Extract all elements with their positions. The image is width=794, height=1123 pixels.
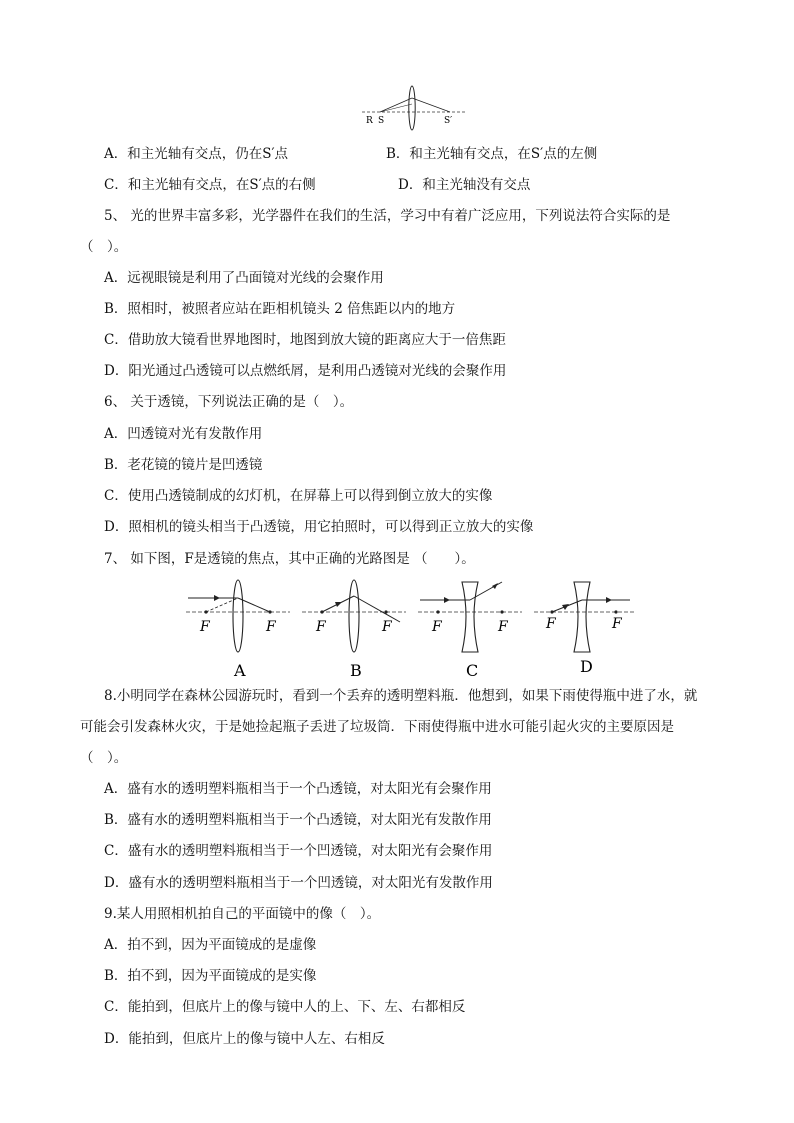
q9-option-c[interactable]: C．能拍到，但底片上的像与镜中人的上、下、左、右都相反 bbox=[104, 999, 466, 1015]
q5-option-b[interactable]: B．照相时，被照者应站在距相机镜头 2 倍焦距以内的地方 bbox=[104, 301, 456, 317]
q4-option-d[interactable]: D．和主光轴没有交点 bbox=[398, 177, 531, 193]
q6-option-a[interactable]: A．凹透镜对光有发散作用 bbox=[104, 426, 263, 442]
q9-stem: 9.某人用照相机拍自己的平面镜中的像（ ）。 bbox=[104, 906, 381, 922]
q8-stem-line2: 可能会引发森林火灾，于是她捡起瓶子丢进了垃圾筒．下雨使得瓶中进水可能引起火灾的主要原因是 bbox=[80, 719, 674, 735]
q8-option-b[interactable]: B．盛有水的透明塑料瓶相当于一个凸透镜，对太阳光有发散作用 bbox=[104, 812, 492, 828]
q8-stem-line1: 8.小明同学在森林公园游玩时，看到一个丢弃的透明塑料瓶．他想到，如果下雨使得瓶中进了水，就 bbox=[104, 688, 698, 704]
q6-stem: 6、 关于透镜，下列说法正确的是（ ）。 bbox=[104, 394, 354, 410]
q5-option-d[interactable]: D．阳光通过凸透镜可以点燃纸屑，是利用凸透镜对光线的会聚作用 bbox=[104, 363, 507, 379]
q7-d-focus-left: F bbox=[546, 616, 556, 632]
q7-diagram-a bbox=[186, 580, 290, 680]
q7-a-focus-right: F bbox=[266, 619, 276, 635]
q7-a-focus-left: F bbox=[200, 619, 210, 635]
q7-c-focus-right: F bbox=[498, 619, 508, 635]
q4-option-a[interactable]: A．和主光轴有交点，仍在S′点 bbox=[104, 146, 289, 162]
q5-option-c[interactable]: C．借助放大镜看世界地图时，地图到放大镜的距离应大于一倍焦距 bbox=[104, 332, 506, 348]
q7-caption-b: B bbox=[350, 661, 362, 680]
q6-option-d[interactable]: D．照相机的镜头相当于凸透镜，用它拍照时，可以得到正立放大的实像 bbox=[104, 519, 534, 535]
q6-option-b[interactable]: B．老花镜的镜片是凹透镜 bbox=[104, 457, 263, 473]
q6-option-c[interactable]: C．使用凸透镜制成的幻灯机，在屏幕上可以得到倒立放大的实像 bbox=[104, 488, 493, 504]
q7-d-focus-right: F bbox=[612, 616, 622, 632]
q9-option-b[interactable]: B．拍不到，因为平面镜成的是实像 bbox=[104, 968, 317, 984]
q7-b-focus-left: F bbox=[316, 619, 326, 635]
q7-b-focus-right: F bbox=[382, 619, 392, 635]
q7-stem: 7、 如下图，F是透镜的焦点，其中正确的光路图是 （ ）。 bbox=[104, 551, 475, 567]
q9-option-a[interactable]: A．拍不到，因为平面镜成的是虚像 bbox=[104, 937, 317, 953]
lens-axis-figure bbox=[360, 84, 470, 132]
convex-lens bbox=[409, 86, 415, 130]
q7-caption-c: C bbox=[466, 661, 479, 680]
q7-diagram-b bbox=[302, 580, 406, 680]
q5-stem-line1: 5、 光的世界丰富多彩，光学器件在我们的生活，学习中有着广泛应用，下列说法符合实际的是 bbox=[104, 208, 671, 224]
ray-2 bbox=[412, 98, 450, 112]
q7-diagram-c bbox=[418, 582, 522, 680]
q5-stem-line2: （ ）。 bbox=[80, 239, 128, 255]
label-r: R bbox=[366, 116, 373, 126]
q8-stem-line3: （ ）。 bbox=[80, 750, 128, 766]
q7-c-focus-left: F bbox=[432, 619, 442, 635]
q8-option-a[interactable]: A．盛有水的透明塑料瓶相当于一个凸透镜，对太阳光有会聚作用 bbox=[104, 781, 492, 797]
q5-option-a[interactable]: A．远视眼镜是利用了凸面镜对光线的会聚作用 bbox=[104, 270, 384, 286]
q7-diagram-d bbox=[534, 582, 634, 676]
q9-option-d[interactable]: D．能拍到，但底片上的像与镜中人左、右相反 bbox=[104, 1031, 385, 1047]
q8-option-c[interactable]: C．盛有水的透明塑料瓶相当于一个凹透镜，对太阳光有会聚作用 bbox=[104, 843, 493, 859]
q7-caption-a: A bbox=[234, 661, 246, 680]
q4-option-c[interactable]: C．和主光轴有交点，在S′点的右侧 bbox=[104, 177, 316, 193]
q4-option-b[interactable]: B．和主光轴有交点，在S′点的左侧 bbox=[386, 146, 598, 162]
label-s: S bbox=[378, 116, 385, 126]
label-s-prime: S′ bbox=[444, 116, 453, 126]
q8-option-d[interactable]: D．盛有水的透明塑料瓶相当于一个凹透镜，对太阳光有发散作用 bbox=[104, 875, 493, 891]
q7-lens-diagrams bbox=[186, 576, 636, 682]
q7-caption-d: D bbox=[580, 657, 593, 676]
